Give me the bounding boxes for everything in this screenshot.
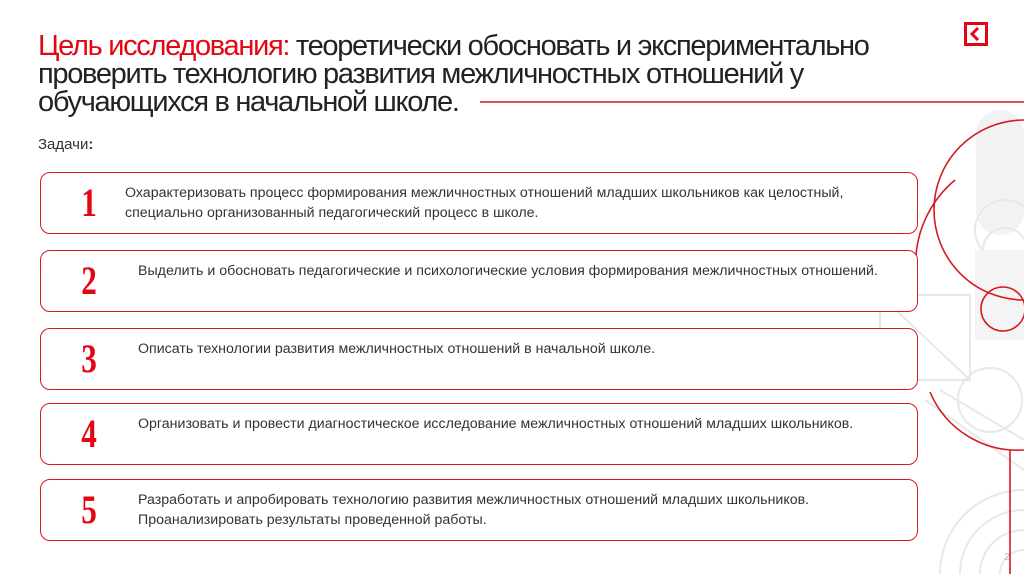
task-number: 1 bbox=[81, 180, 97, 225]
task-text: Выделить и обосновать педагогические и психологические условия формирования межличностных отношений. bbox=[138, 263, 878, 279]
task-text: Охарактеризовать процесс формирования межличностных отношений младших школьников как целостный, специально организованный педагогический процесс в школе. bbox=[125, 185, 844, 221]
task-text: Разработать и апробировать технологию развития межличностных отношений младших школьников. Проанализировать результаты проведенной работы. bbox=[138, 492, 810, 528]
back-arrow-icon bbox=[967, 25, 985, 43]
page-number: 2 bbox=[1004, 552, 1010, 563]
tasks-label-colon: : bbox=[88, 136, 94, 153]
title-text: теоретически обосновать и экспериментально проверить технологию развития межличностных отношений у обучающихся в начальной школе. bbox=[38, 30, 869, 118]
task-number: 3 bbox=[81, 336, 97, 381]
slide-title bbox=[38, 32, 928, 116]
task-number: 2 bbox=[81, 258, 97, 303]
task-card-4 bbox=[40, 403, 918, 465]
title-accent: Цель исследования: bbox=[38, 30, 290, 62]
task-card-3 bbox=[40, 328, 918, 390]
task-number: 5 bbox=[81, 487, 97, 532]
task-card-1 bbox=[40, 172, 918, 234]
task-card-5 bbox=[40, 479, 918, 541]
task-text: Описать технологии развития межличностных отношений в начальной школе. bbox=[138, 341, 656, 357]
task-card-2 bbox=[40, 250, 918, 312]
task-number: 4 bbox=[81, 411, 97, 456]
tasks-label bbox=[38, 136, 93, 153]
task-text: Организовать и провести диагностическое исследование межличностных отношений младших школьников. bbox=[138, 416, 854, 432]
tasks-label-text: Задачи bbox=[38, 136, 89, 153]
back-button[interactable] bbox=[964, 22, 988, 46]
